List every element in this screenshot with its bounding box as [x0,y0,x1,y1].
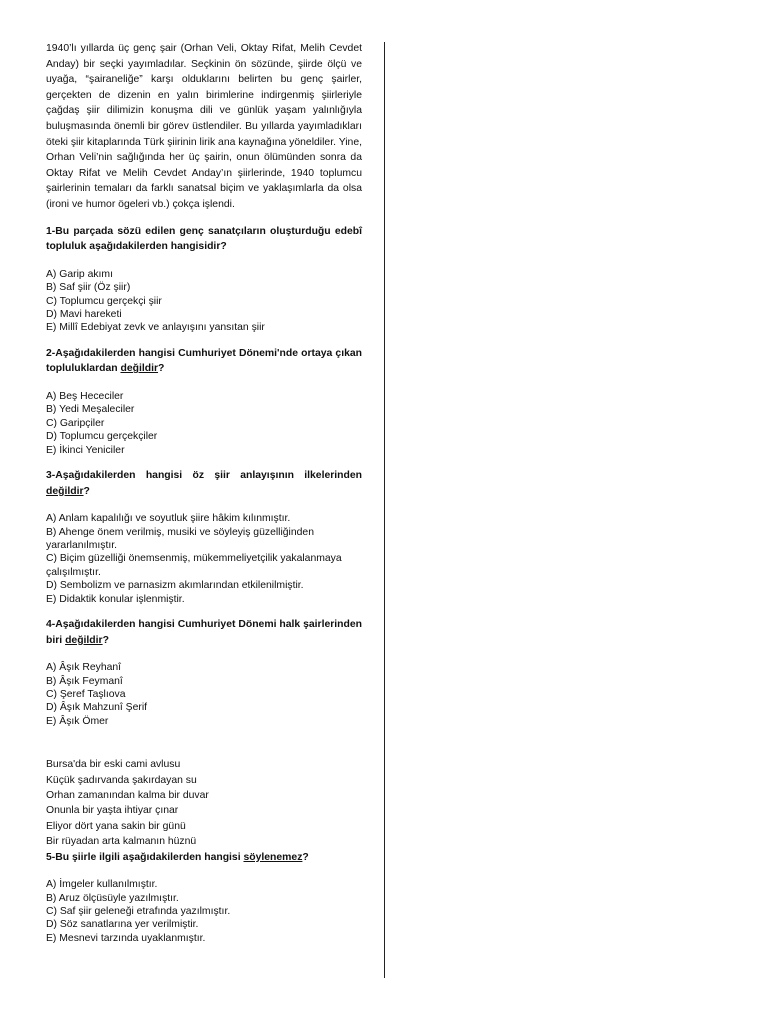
column-divider [384,42,385,978]
poem-line: Bursa'da bir eski cami avlusu [46,759,181,771]
question-3-option-a: A) Anlam kapalılığı ve soyutluk şiire hâkim kılınmıştır. [46,513,291,525]
question-1-option-e: E) Millî Edebiyat zevk ve anlayışını yansıtan şiir [46,322,265,334]
question-4-option-d: D) Âşık Mahzunî Şerif [46,702,148,714]
question-5-option-c: C) Saf şiir geleneği etrafında yazılmıştır. [46,906,231,918]
question-1-option-c: C) Toplumcu gerçekçi şiir [46,295,162,307]
question-2-option-a: A) Beş Hececiler [46,390,124,402]
question-1-options [46,268,362,335]
question-5-negation: söylenemez [243,851,303,863]
question-2-option-c: C) Garipçiler [46,417,105,429]
question-3-negation: değildir [46,485,84,497]
poem-line: Onunla bir yaşta ihtiyar çınar [46,805,179,817]
poem [46,757,362,849]
question-4-text: 4-Aşağıdakilerden hangisi Cumhuriyet Dönemi halk şairlerinden biri [46,619,362,646]
question-4-option-a: A) Âşık Reyhanî [46,662,122,674]
question-2-negation: değildir [120,363,159,375]
question-3-options [46,512,362,606]
question-4-options [46,661,362,728]
question-2-stem [46,346,362,377]
question-4-mark: ? [102,634,109,646]
question-5-option-e: E) Mesnevi tarzında uyaklanmıştır. [46,932,206,944]
poem-line: Bir rüyadan arta kalmanın hüznü [46,836,197,848]
question-1-option-d: D) Mavi hareketi [46,308,122,320]
question-1-option-b: B) Saf şiir (Öz şiir) [46,282,131,294]
left-column [46,41,362,945]
poem-line: Küçük şadırvanda şakırdayan su [46,774,197,786]
question-2-options [46,390,362,457]
question-4-option-e: E) Âşık Ömer [46,715,109,727]
poem-line: Orhan zamanından kalma bir duvar [46,790,209,802]
poem-line: Eliyor dört yana sakin bir günü [46,820,186,832]
question-1-stem [46,224,362,255]
question-3-option-b: B) Ahenge önem verilmiş, musiki ve söyleyiş güzelliğinden yararlanılmıştır. [46,526,314,551]
question-3-option-e: E) Didaktik konular işlenmiştir. [46,593,185,605]
question-4-option-b: B) Âşık Feymanî [46,675,123,687]
question-5-option-a: A) İmgeler kullanılmıştır. [46,879,158,891]
question-2-option-b: B) Yedi Meşaleciler [46,404,135,416]
question-5-text: 5-Bu şiirle ilgili aşağıdakilerden hangisi [46,851,244,863]
question-3-mark: ? [83,485,90,497]
question-3-text: 3-Aşağıdakilerden hangisi öz şiir anlayışının ilkelerinden [46,469,362,481]
question-4-negation: değildir [65,634,103,646]
question-5-option-b: B) Aruz ölçüsüyle yazılmıştır. [46,892,179,904]
question-1-text: 1-Bu parçada sözü edilen genç sanatçıların oluşturduğu edebî topluluk aşağıdakilerden hangisidir? [46,225,362,253]
question-1-option-a: A) Garip akımı [46,268,113,280]
question-5-options [46,878,362,945]
question-4-stem [46,617,362,648]
question-3-option-d: D) Sembolizm ve parnasizm akımlarından etkilenilmiştir. [46,580,304,592]
question-5-option-d: D) Söz sanatlarına yer verilmiştir. [46,919,199,931]
question-3-option-c: C) Biçim güzelliği önemsenmiş, mükemmeliyetçilik yakalanmaya çalışılmıştır. [46,553,342,578]
question-2-mark: ? [158,363,165,375]
question-2-text: 2-Aşağıdakilerden hangisi Cumhuriyet Dönemi'nde ortaya çıkan topluluklardan [46,347,362,375]
question-4-option-c: C) Şeref Taşlıova [46,689,126,700]
question-2-option-e: E) İkinci Yeniciler [46,444,125,456]
reading-passage: 1940’lı yıllarda üç genç şair (Orhan Veli, Oktay Rifat, Melih Cevdet Anday) bir seçki yayımladılar. Seçkinin ön sözünde, şiirde ölçü ve uyağa, “şairaneliğe” karşı olduklarını belirten bu genç şairler, gerçekten de dizenin en yalın birimlerine indirgenmiş şiirleriyle çağdaş şiir dilimizin konuşma dili ve günlük yaşam yalınlığıyla buluşmasında önemli bir görev üstlendiler. Bu yıllarda yayımladıkları öteki şiir kitaplarında Türk şiirinin lirik ana kaynağına yöneldiler. Yine, Orhan Veli’nin sağlığında her üç şairin, onun ölümünden sonra da Oktay Rifat ve Melih Cevdet Anday’ın şiirlerinde, 1940 toplumcu şairlerinin temaları da farklı sanatsal biçim ve yaklaşımlarla da olsa (ironi ve humor ögeleri vb.) çokça işlendi. [46,43,362,210]
question-5-mark: ? [302,851,309,863]
question-5-stem [46,850,362,866]
question-2-option-d: D) Toplumcu gerçekçiler [46,431,158,443]
question-3-stem [46,468,362,499]
